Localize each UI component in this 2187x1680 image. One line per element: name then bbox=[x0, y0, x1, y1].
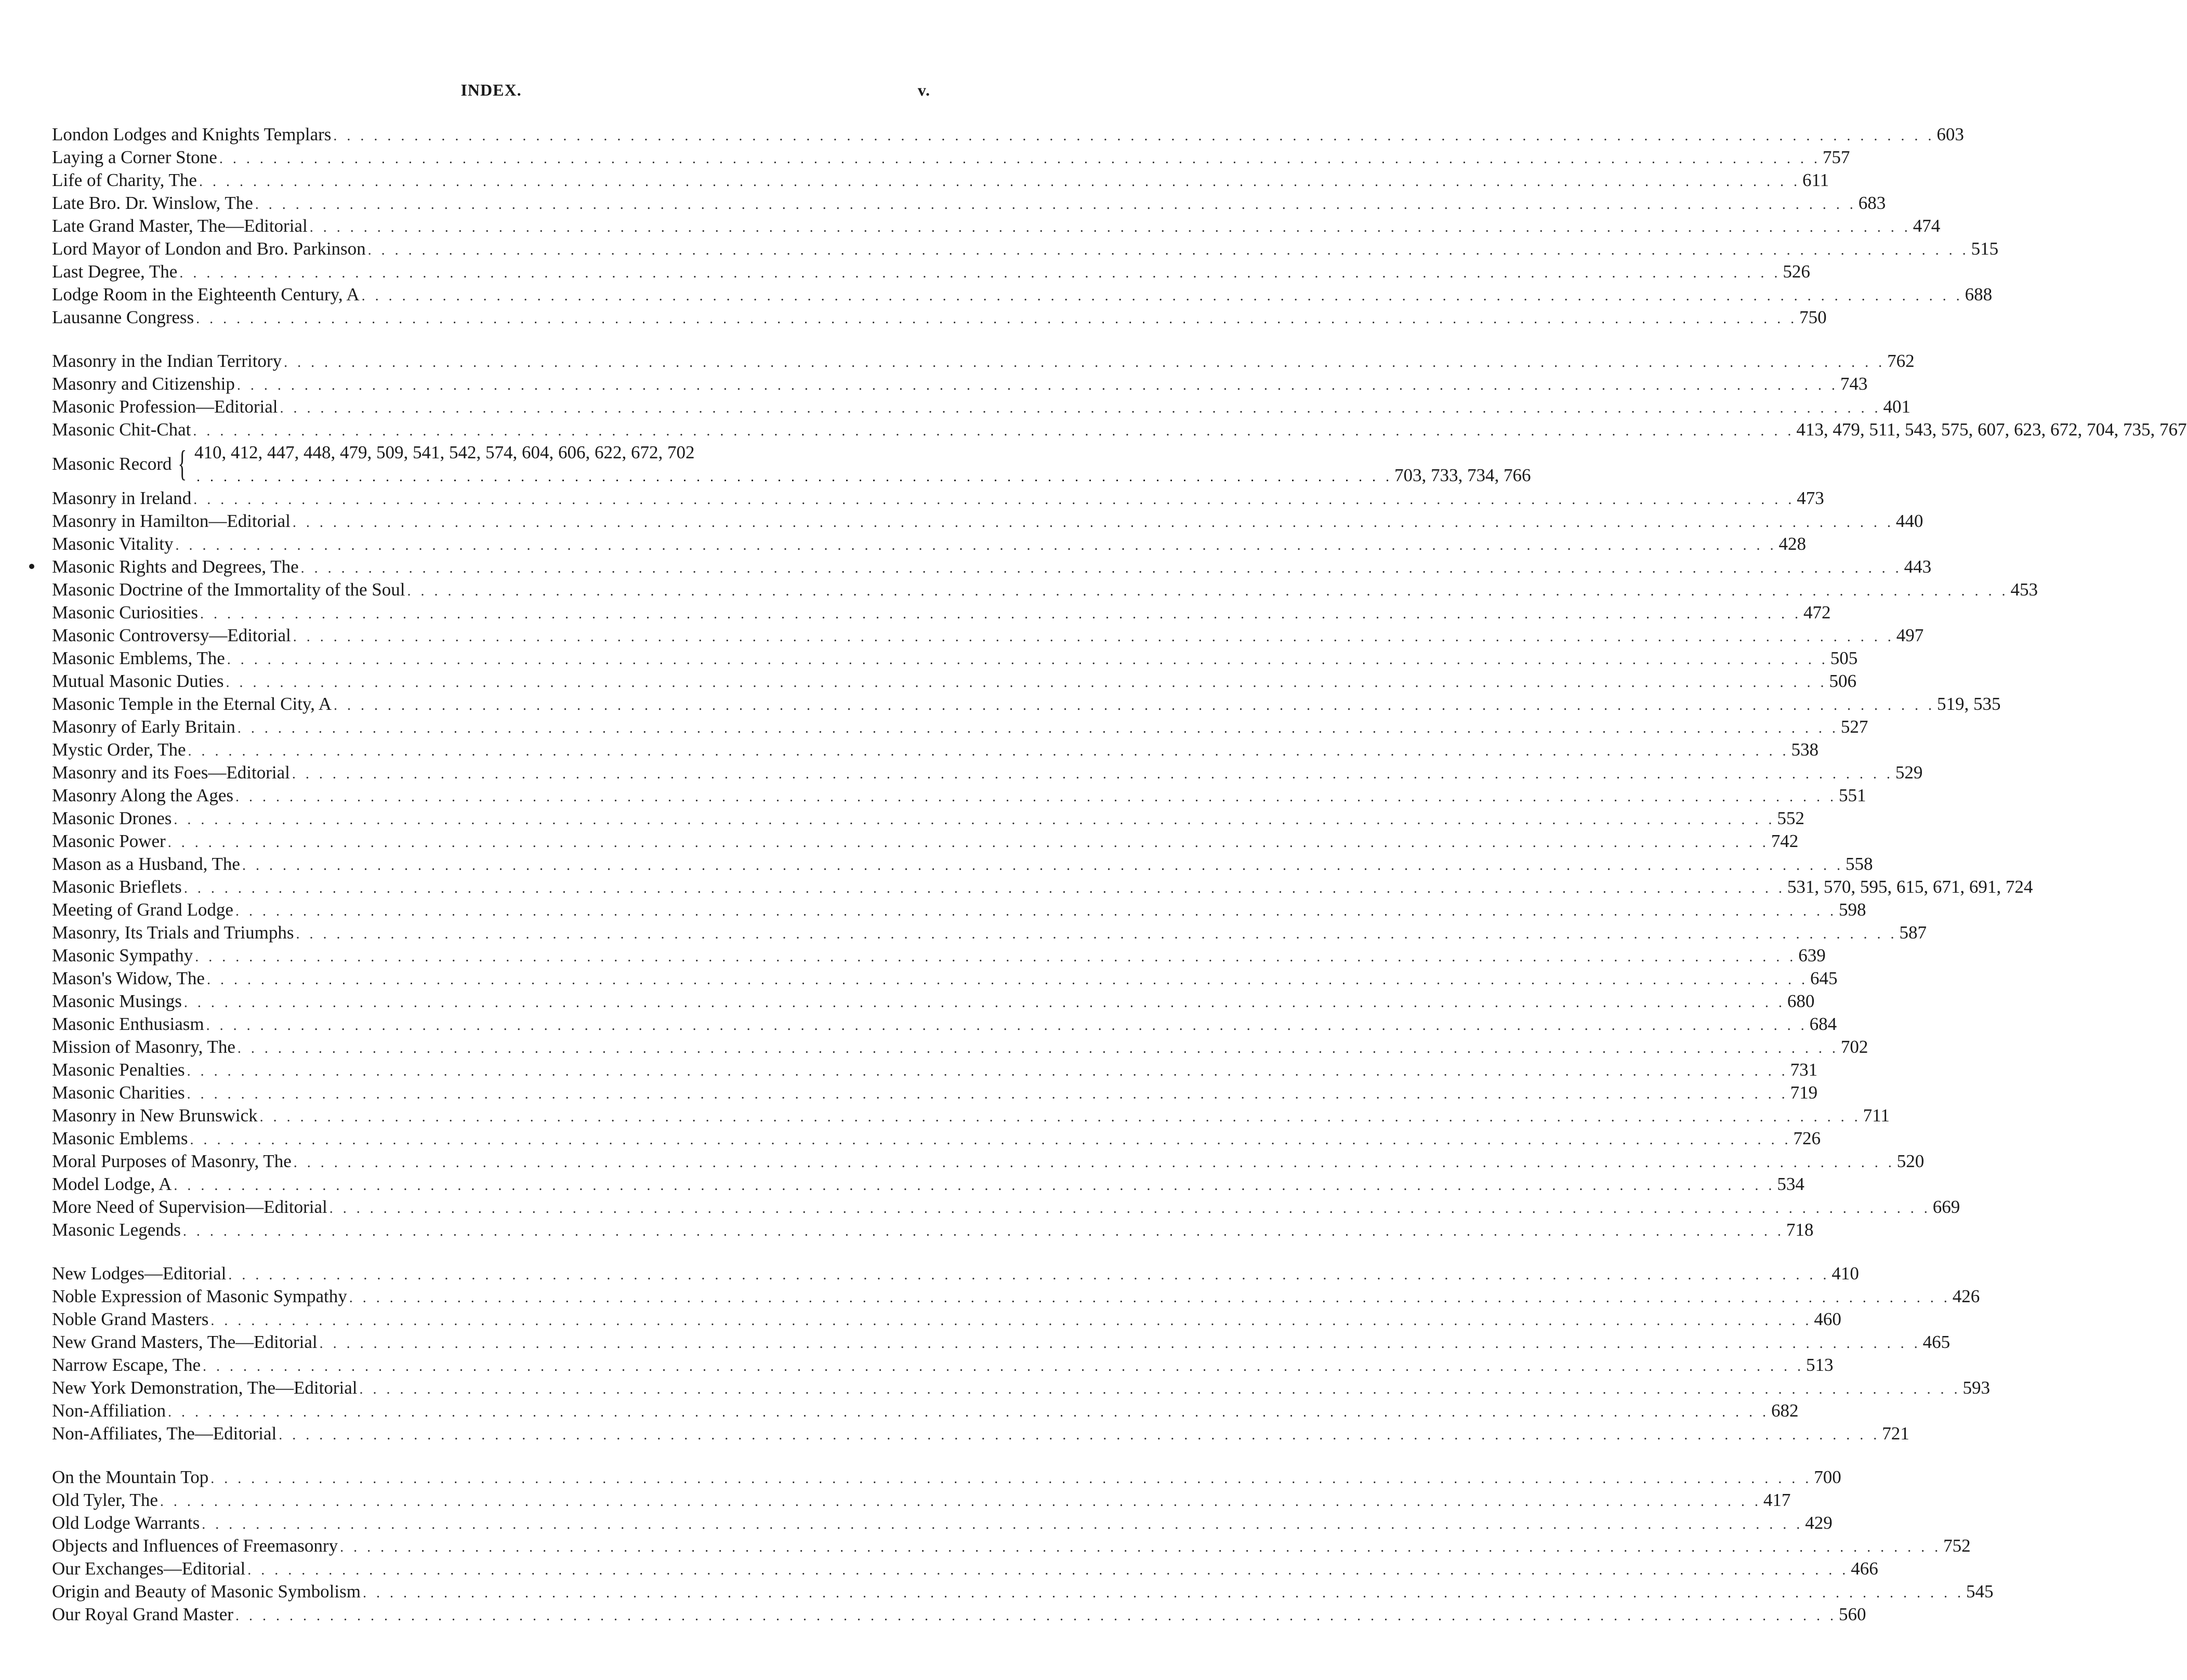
entry-pages: 513 bbox=[1806, 1355, 1834, 1375]
entry-title: Masonry and Citizenship bbox=[52, 374, 235, 394]
dot-leader bbox=[210, 1467, 1812, 1490]
dot-leader bbox=[279, 1424, 1880, 1447]
entry-pages: 520 bbox=[1896, 1151, 1925, 1171]
entry-pages: 545 bbox=[1966, 1581, 1994, 1602]
entry-title: New York Demonstration, The—Editorial bbox=[52, 1378, 358, 1398]
entry-title: Masonic Doctrine of the Immortality of the Soul bbox=[52, 579, 405, 600]
entry-title: Mission of Masonry, The bbox=[52, 1037, 235, 1057]
brace-mark: { bbox=[178, 444, 187, 484]
index-entry bbox=[52, 1308, 1841, 1331]
entry-pages: 551 bbox=[1839, 785, 1866, 805]
dot-leader bbox=[190, 1129, 1791, 1152]
entry-title: New Grand Masters, The—Editorial bbox=[52, 1332, 318, 1352]
dot-leader bbox=[280, 397, 1881, 420]
entry-pages: 757 bbox=[1822, 147, 1850, 167]
dot-leader bbox=[349, 1287, 1951, 1309]
index-entry bbox=[52, 487, 1824, 510]
entry-title: More Need of Supervision—Editorial bbox=[52, 1197, 327, 1217]
dot-leader bbox=[227, 649, 1828, 671]
index-entry bbox=[52, 921, 1927, 944]
entry-pages: 752 bbox=[1943, 1536, 1971, 1556]
index-entry bbox=[52, 807, 1804, 830]
index-entry bbox=[52, 1262, 1859, 1285]
dot-leader bbox=[330, 1197, 1931, 1220]
dot-leader bbox=[196, 308, 1797, 330]
index-entry bbox=[52, 693, 2001, 716]
entry-pages: 558 bbox=[1845, 854, 1873, 874]
dot-leader bbox=[293, 511, 1894, 534]
index-entry bbox=[52, 1603, 1866, 1626]
dot-leader bbox=[238, 717, 1839, 740]
entry-pages: 410 bbox=[1832, 1263, 1859, 1284]
entry-title: Lausanne Congress bbox=[52, 307, 194, 327]
dot-leader bbox=[296, 923, 1897, 946]
entry-pages: 505 bbox=[1830, 648, 1858, 668]
index-entry bbox=[52, 1036, 1868, 1059]
entry-title: Masonry Along the Ages bbox=[52, 785, 234, 805]
index-entry bbox=[52, 1512, 1833, 1535]
entry-pages: 726 bbox=[1793, 1128, 1821, 1148]
entry-title: Masonry, Its Trials and Triumphs bbox=[52, 922, 294, 943]
index-entry bbox=[52, 647, 1858, 670]
entry-title: Masonic Emblems bbox=[52, 1128, 188, 1148]
dot-leader bbox=[184, 877, 1785, 900]
dot-leader bbox=[320, 1332, 1921, 1355]
dot-leader bbox=[340, 1536, 1941, 1559]
entry-title: Life of Charity, The bbox=[52, 170, 197, 190]
entry-pages: 426 bbox=[1952, 1286, 1980, 1306]
dot-leader bbox=[202, 1513, 1803, 1536]
entry-pages: 587 bbox=[1899, 922, 1927, 943]
index-entry bbox=[52, 1104, 1890, 1127]
index-entry bbox=[52, 578, 2038, 601]
page-number: v. bbox=[917, 81, 930, 99]
entry-title: On the Mountain Top bbox=[52, 1467, 209, 1487]
index-entry bbox=[52, 146, 1850, 169]
entry-pages: 682 bbox=[1771, 1400, 1799, 1421]
dot-leader bbox=[219, 148, 1821, 170]
entry-pages: 639 bbox=[1798, 945, 1826, 965]
entry-pages: 474 bbox=[1913, 216, 1941, 236]
entry-title: Lord Mayor of London and Bro. Parkinson bbox=[52, 239, 366, 259]
dot-leader bbox=[188, 740, 1789, 763]
entry-pages: 506 bbox=[1829, 671, 1857, 691]
dot-leader bbox=[238, 1037, 1839, 1060]
entry-title: New Lodges—Editorial bbox=[52, 1263, 227, 1284]
entry-pages: 401 bbox=[1883, 396, 1911, 417]
entry-title: Mason as a Husband, The bbox=[52, 854, 240, 874]
entry-title: Masonic Penalties bbox=[52, 1060, 185, 1080]
record-page-lines bbox=[194, 441, 1531, 487]
index-entry bbox=[52, 898, 1866, 921]
entry-title: Non-Affiliates, The—Editorial bbox=[52, 1423, 277, 1444]
entry-pages: 429 bbox=[1805, 1513, 1833, 1533]
index-entry bbox=[52, 967, 1838, 990]
dot-leader bbox=[195, 946, 1796, 969]
dot-leader bbox=[203, 1355, 1804, 1378]
index-entry bbox=[52, 260, 1810, 283]
index-entry bbox=[52, 670, 1857, 693]
index-entry bbox=[52, 306, 1827, 329]
margin-bullet-mark bbox=[29, 564, 34, 569]
entry-title: Masonry in Hamilton—Editorial bbox=[52, 511, 291, 531]
entry-pages: 453 bbox=[2010, 579, 2038, 600]
dot-leader bbox=[235, 1605, 1837, 1628]
dot-leader bbox=[247, 1559, 1849, 1582]
index-entry bbox=[52, 555, 1932, 578]
index-entry bbox=[52, 1219, 1814, 1241]
index-entry bbox=[52, 1081, 1818, 1104]
dot-leader bbox=[210, 1309, 1812, 1332]
index-entry bbox=[52, 1535, 1971, 1557]
dot-leader bbox=[292, 763, 1893, 786]
dot-leader bbox=[255, 193, 1856, 216]
entry-pages: 515 bbox=[1971, 239, 1999, 259]
entry-title: Non-Affiliation bbox=[52, 1400, 166, 1421]
index-entry bbox=[52, 395, 1911, 418]
index-entry-masonic-record bbox=[52, 441, 1531, 487]
entry-title: Masonic Enthusiasm bbox=[52, 1014, 204, 1034]
entry-pages: 719 bbox=[1790, 1082, 1818, 1103]
entry-title: Model Lodge, A bbox=[52, 1174, 172, 1194]
page-header bbox=[52, 81, 930, 112]
dot-leader bbox=[301, 557, 1902, 580]
entry-title: Masonic Temple in the Eternal City, A bbox=[52, 694, 332, 714]
entry-pages: 762 bbox=[1887, 351, 1915, 371]
entry-title: Masonry in the Indian Territory bbox=[52, 351, 282, 371]
index-entry bbox=[52, 283, 1993, 306]
dot-leader bbox=[168, 831, 1769, 854]
entry-pages: 410, 412, 447, 448, 479, 509, 541, 542, 574, 604, 606, 622, 672, 702 bbox=[194, 442, 695, 462]
index-entries bbox=[52, 123, 2187, 1626]
index-entry bbox=[52, 215, 1941, 237]
dot-leader bbox=[294, 1152, 1895, 1174]
entry-pages: 742 bbox=[1771, 831, 1799, 851]
dot-leader bbox=[175, 534, 1776, 557]
index-entry bbox=[52, 830, 1799, 853]
dot-leader bbox=[242, 854, 1843, 877]
entry-pages: 680 bbox=[1787, 991, 1815, 1011]
entry-title: Masonic Drones bbox=[52, 808, 172, 828]
entry-pages: 731 bbox=[1790, 1060, 1818, 1080]
index-entry bbox=[52, 533, 1806, 555]
entry-title: Lodge Room in the Eighteenth Century, A bbox=[52, 284, 360, 305]
entry-title: Masonic Record bbox=[52, 454, 172, 474]
entry-title: Our Royal Grand Master bbox=[52, 1604, 233, 1624]
dot-leader bbox=[368, 239, 1969, 262]
entry-title: Narrow Escape, The bbox=[52, 1355, 201, 1375]
entry-title: Masonic Power bbox=[52, 831, 166, 851]
entry-title: Old Lodge Warrants bbox=[52, 1513, 200, 1533]
entry-title: Masonic Controversy—Editorial bbox=[52, 625, 291, 645]
entry-title: Masonic Musings bbox=[52, 991, 182, 1011]
index-entry bbox=[52, 1331, 1951, 1354]
entry-pages: 598 bbox=[1838, 899, 1866, 920]
entry-title: London Lodges and Knights Templars bbox=[52, 124, 332, 144]
entry-title: Late Grand Master, The—Editorial bbox=[52, 216, 308, 236]
entry-title: Origin and Beauty of Masonic Symbolism bbox=[52, 1581, 361, 1602]
entry-title: Masonic Profession—Editorial bbox=[52, 396, 278, 417]
entry-title: Masonry and its Foes—Editorial bbox=[52, 762, 290, 783]
entry-title: Masonic Brieflets bbox=[52, 877, 182, 897]
entry-pages: 560 bbox=[1838, 1604, 1866, 1624]
entry-pages: 460 bbox=[1814, 1309, 1841, 1329]
index-entry bbox=[52, 1399, 1799, 1422]
record-line bbox=[194, 464, 1531, 487]
page-title: INDEX. bbox=[460, 81, 522, 99]
entry-title: Masonic Emblems, The bbox=[52, 648, 225, 668]
dot-leader bbox=[174, 1174, 1775, 1197]
dot-leader bbox=[196, 466, 1392, 488]
index-entry bbox=[52, 373, 1868, 395]
entry-pages: 700 bbox=[1814, 1467, 1841, 1487]
dot-leader bbox=[237, 374, 1838, 397]
index-entry bbox=[52, 1059, 1818, 1081]
entry-pages: 743 bbox=[1840, 374, 1868, 394]
index-entry bbox=[52, 192, 1886, 215]
entry-pages: 466 bbox=[1851, 1558, 1878, 1579]
entry-title: Masonic Legends bbox=[52, 1220, 181, 1240]
dot-leader bbox=[199, 170, 1800, 193]
index-entry bbox=[52, 123, 1964, 146]
entry-title: Objects and Influences of Freemasonry bbox=[52, 1536, 338, 1556]
index-entry bbox=[52, 624, 1924, 647]
entry-title: Mystic Order, The bbox=[52, 739, 186, 760]
dot-leader bbox=[334, 694, 1935, 717]
entry-pages: 702 bbox=[1840, 1037, 1868, 1057]
record-line bbox=[194, 441, 1531, 464]
index-entry bbox=[52, 1489, 1791, 1512]
dot-leader bbox=[260, 1106, 1861, 1129]
dot-leader bbox=[200, 603, 1801, 626]
index-entry bbox=[52, 761, 1923, 784]
entry-pages: 611 bbox=[1802, 170, 1829, 190]
entry-title: Laying a Corner Stone bbox=[52, 147, 217, 167]
index-entry bbox=[52, 944, 1826, 967]
index-entry bbox=[52, 1285, 1980, 1308]
dot-leader bbox=[179, 262, 1781, 285]
dot-leader bbox=[293, 626, 1894, 649]
dot-leader bbox=[187, 1083, 1788, 1106]
index-entry bbox=[52, 1196, 1960, 1219]
entry-title: Masonic Vitality bbox=[52, 534, 174, 554]
index-entry bbox=[52, 1013, 1837, 1036]
index-entry bbox=[52, 853, 1873, 876]
dot-leader bbox=[207, 969, 1808, 991]
entry-pages: 718 bbox=[1786, 1220, 1814, 1240]
entry-title: Masonry of Early Britain bbox=[52, 717, 235, 737]
entry-pages: 526 bbox=[1783, 261, 1810, 282]
dot-leader bbox=[174, 809, 1775, 831]
entry-pages: 497 bbox=[1896, 625, 1924, 645]
entry-title: Our Exchanges—Editorial bbox=[52, 1558, 246, 1579]
entry-pages: 472 bbox=[1803, 602, 1831, 623]
entry-pages: 531, 570, 595, 615, 671, 691, 724 bbox=[1787, 877, 2033, 897]
entry-pages: 684 bbox=[1809, 1014, 1837, 1034]
index-entry bbox=[52, 350, 1915, 373]
dot-leader bbox=[193, 488, 1795, 511]
dot-leader bbox=[193, 420, 1794, 443]
entry-title: Mason's Widow, The bbox=[52, 968, 205, 988]
dot-leader bbox=[362, 285, 1963, 308]
entry-title: Moral Purposes of Masonry, The bbox=[52, 1151, 292, 1171]
index-entry bbox=[52, 1173, 1804, 1196]
entry-pages: 593 bbox=[1962, 1378, 1990, 1398]
dot-leader bbox=[226, 671, 1827, 694]
index-entry bbox=[52, 1557, 1878, 1580]
dot-leader bbox=[359, 1378, 1960, 1401]
dot-leader bbox=[284, 351, 1885, 374]
entry-title: Noble Expression of Masonic Sympathy bbox=[52, 1286, 347, 1306]
index-entry bbox=[52, 510, 1923, 533]
entry-title: Masonic Rights and Degrees, The bbox=[52, 557, 299, 577]
index-entry bbox=[52, 1377, 1990, 1399]
dot-leader bbox=[363, 1582, 1964, 1605]
index-entry bbox=[52, 1354, 1834, 1377]
entry-pages: 538 bbox=[1791, 739, 1819, 760]
entry-title: Masonry in New Brunswick bbox=[52, 1105, 258, 1126]
index-entry bbox=[52, 1127, 1821, 1150]
dot-leader bbox=[310, 216, 1911, 239]
dot-leader bbox=[183, 1220, 1784, 1243]
index-entry bbox=[52, 1422, 1909, 1445]
entry-pages: 703, 733, 734, 766 bbox=[1394, 465, 1531, 485]
entry-title: Late Bro. Dr. Winslow, The bbox=[52, 193, 253, 213]
entry-pages: 417 bbox=[1763, 1490, 1791, 1510]
entry-title: Meeting of Grand Lodge bbox=[52, 899, 233, 920]
entry-title: Masonic Sympathy bbox=[52, 945, 193, 965]
dot-leader bbox=[407, 580, 2008, 603]
index-entry bbox=[52, 169, 1829, 192]
entry-pages: 440 bbox=[1895, 511, 1923, 531]
dot-leader bbox=[235, 900, 1837, 923]
entry-title: Noble Grand Masters bbox=[52, 1309, 209, 1329]
entry-pages: 552 bbox=[1777, 808, 1804, 828]
entry-pages: 473 bbox=[1797, 488, 1824, 508]
dot-leader bbox=[184, 991, 1785, 1014]
dot-leader bbox=[206, 1014, 1808, 1037]
dot-leader bbox=[228, 1264, 1829, 1287]
entry-pages: 413, 479, 511, 543, 575, 607, 623, 672, 704, 735, 767 bbox=[1796, 419, 2187, 440]
index-entry bbox=[52, 876, 2033, 898]
entry-pages: 721 bbox=[1882, 1423, 1909, 1444]
dot-leader bbox=[168, 1401, 1769, 1424]
entry-pages: 465 bbox=[1922, 1332, 1951, 1352]
entry-pages: 750 bbox=[1799, 307, 1827, 327]
index-entry bbox=[52, 418, 2187, 441]
entry-title: Masonic Chit-Chat bbox=[52, 419, 191, 440]
entry-pages: 529 bbox=[1895, 762, 1923, 783]
entry-pages: 711 bbox=[1863, 1105, 1890, 1126]
entry-title: Masonry in Ireland bbox=[52, 488, 192, 508]
entry-pages: 603 bbox=[1936, 124, 1964, 144]
index-entry bbox=[52, 738, 1819, 761]
entry-title: Masonic Curiosities bbox=[52, 602, 198, 623]
index-entry bbox=[52, 1150, 1925, 1173]
dot-leader bbox=[160, 1490, 1761, 1513]
entry-pages: 519, 535 bbox=[1937, 694, 2001, 714]
dot-leader bbox=[235, 786, 1837, 809]
index-entry bbox=[52, 601, 1831, 624]
entry-title: Mutual Masonic Duties bbox=[52, 671, 224, 691]
entry-pages: 688 bbox=[1965, 284, 1993, 305]
entry-pages: 683 bbox=[1858, 193, 1886, 213]
dot-leader bbox=[333, 125, 1934, 148]
entry-title: Last Degree, The bbox=[52, 261, 178, 282]
entry-pages: 527 bbox=[1840, 717, 1868, 737]
index-entry bbox=[52, 237, 1999, 260]
entry-pages: 428 bbox=[1778, 534, 1806, 554]
index-entry bbox=[52, 784, 1866, 807]
index-entry bbox=[52, 716, 1868, 738]
index-entry bbox=[52, 1466, 1841, 1489]
entry-pages: 645 bbox=[1810, 968, 1838, 988]
dot-leader bbox=[187, 1060, 1788, 1083]
index-entry bbox=[52, 1580, 1994, 1603]
entry-title: Masonic Charities bbox=[52, 1082, 185, 1103]
entry-pages: 443 bbox=[1904, 557, 1932, 577]
entry-pages: 669 bbox=[1932, 1197, 1960, 1217]
entry-title: Old Tyler, The bbox=[52, 1490, 158, 1510]
entry-pages: 534 bbox=[1777, 1174, 1804, 1194]
index-entry bbox=[52, 990, 1815, 1013]
